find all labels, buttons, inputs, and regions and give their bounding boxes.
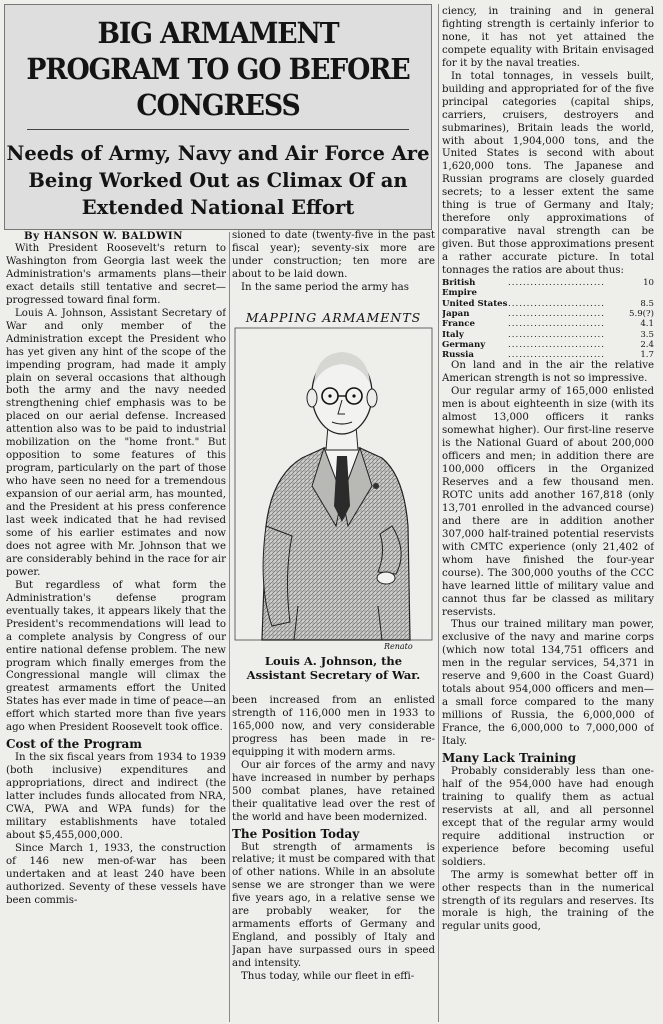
ratio-row: United States .......................... 8.5 (442, 298, 654, 309)
ratio-row: France .......................... 4.1 (442, 319, 654, 330)
subhead-position: The Position Today (232, 826, 360, 841)
artist-credit: Renato (384, 642, 413, 651)
paragraph: In the six fiscal years from 1934 to 1939 (both inclusive) expenditures and appropriations, direct and indirect (the latter includes funds allocated from NRA, CWA, PWA and WPA funds) for the military establishments have totaled about $5,455,000,000. (6, 752, 226, 841)
paragraph: With President Roosevelt's return to Washington from Georgia last week the Administration's armaments plans—their exact details still tentative and secret—progressed toward final form. (6, 243, 226, 306)
ratio-row: British Empire .......................... 10 (442, 278, 654, 299)
paragraph: But regardless of what form the Administration's defense program eventually takes, it appears likely that the President's recommendations will lead to a complete analysis by Congress of our entire national defense problem. The new program which finally emerges from the Congressional mangle will climax the greatest armaments effort the United States has ever made in time of peace—an effort which started more than five years ago when President Roosevelt took office. (6, 579, 226, 734)
column-rule (229, 232, 230, 1022)
illustration-caption: Louis A. Johnson, the Assistant Secretary of War. (246, 654, 421, 682)
ratio-row: Italy .......................... 3.5 (442, 329, 654, 340)
column-1 (6, 230, 226, 1022)
headline-box (4, 4, 432, 230)
paragraph: On land and in the air the relative American strength is not so impressive. (442, 360, 654, 385)
paragraph: been increased from an enlisted strength of 116,000 men in 1933 to 165,000 now, and very considerable progress has been made in re-equipping it with modern arms. (232, 695, 435, 758)
paragraph: sioned to date (twenty-five in the past fiscal year); seventy-six more are under construction; ten more are about to be laid down. (232, 230, 435, 280)
ratio-table (442, 278, 654, 360)
paragraph: ciency, in training and in general fighting strength is certainly inferior to none, it has not yet attained the compete equality with Britain envisaged for it by the naval treaties. (442, 6, 654, 69)
paragraph: Thus our trained military man power, exclusive of the navy and marine corps (which now total 134,751 officers and men in the regular services, 54,371 in reserve and 9,600 in the Coast Guard) totals about 954,000 officers and men—a small force compared to the many millions of Russia, the 6,000,000 of France, the 6,000,000 to 7,000,000 of Italy. (442, 619, 654, 748)
illustration-panel (232, 304, 435, 684)
paragraph: Probably considerably less than one-half of the 954,000 have had enough training to qualify them as actual reservists at all, and all personnel except that of the regular army would require additional instruction or experience before becoming useful soldiers. (442, 765, 654, 868)
ratio-row: Russia .......................... 1.7 (442, 350, 654, 361)
paragraph: Since March 1, 1933, the construction of 146 new men-of-war has been undertaken and at least 240 have been authorized. Seventy of these vessels have been commis- (6, 842, 226, 906)
paragraph: Our air forces of the army and navy have increased in number by perhaps 500 combat planes, have retained their qualitative lead over the rest of the world and have been modernized. (232, 759, 435, 823)
paragraph: In total tonnages, in vessels built, building and appropriated for of the five principal categories (capital ships, carriers, cruisers, destroyers and submarines), Britain leads the world, with about 1,904,000 tons, and the United States is second with about 1,620,000 tons. The Japanese and Russian programs are closely guarded secrets; to a lesser extent the same thing is true of Germany and Italy; therefore only approximations of comparative naval strength can be given. But those approximations present a rather accurate picture. In total tonnages the ratios are about thus: (442, 70, 654, 277)
column-rule (438, 4, 439, 1022)
paragraph: The army is somewhat better off in other respects than in the numerical strength of its regulars and reserves. Its morale is high, the training of the regular units good, (442, 869, 654, 933)
illustration-heading: MAPPING ARMAMENTS (245, 310, 422, 325)
article-headline: BIG ARMAMENT PROGRAM TO GO BEFORE CONGRESS (26, 16, 410, 122)
subhead-training: Many Lack Training (442, 750, 577, 765)
paragraph: But strength of armaments is relative; it must be compared with that of other nations. While in an absolute sense we are stronger than we were five years ago, in a relative sense we are probably weaker, for the armaments efforts of Germany and England, and possibly of Italy and Japan have surpassed ours in speed and intensity. (232, 841, 435, 970)
column-2-top (232, 230, 435, 302)
ratio-row: Japan .......................... 5.9(?) (442, 308, 654, 319)
subhead-cost: Cost of the Program (6, 737, 142, 752)
portrait-drawing (232, 326, 435, 656)
byline: By HANSON W. BALDWIN (24, 230, 183, 242)
paragraph: Our regular army of 165,000 enlisted men is about eighteenth in size (with its almost 13,000 officers it ranks somewhat higher). Our first-line reserve is the National Guard of about 200,000 officers and men; in addition there are 100,000 officers in the Organized Reserves and a few thousand men. ROTC units add another 167,818 (only 13,701 enrolled in the advanced course) and there are in addition another 307,000 half-trained potential reservists with CMTC experience (only 21,402 of whom have finished the four-year course). The 300,000 youths of the CCC have learned little of military value and cannot thus far be classed as military reservists. (442, 386, 654, 618)
paragraph: Thus today, while our fleet in effi- (241, 971, 415, 983)
paragraph: In the same period the army has (241, 281, 409, 293)
ratio-row: Germany .......................... 2.4 (442, 339, 654, 350)
article-deck: Needs of Army, Navy and Air Force Are Being Worked Out as Climax Of an Extended National Effort (6, 142, 430, 219)
column-3 (442, 6, 654, 1022)
paragraph: Louis A. Johnson, Assistant Secretary of War and only member of the Administration except the President who has yet given any hint of the scope of the impending program, had made it amply plain on several occasions that although both the army and the navy needed strengthening chief emphasis was to be placed on our aerial defense. Increased attention also was to be paid to industrial mobilization on the "home front." But opposition to some features of this program, particularly on the part of those who have seen no need for a tremendous expansion of our aerial arm, has mounted, and the President at his press conference last week indicated that he had revised some of his earlier estimates and now does not agree with Mr. Johnson that we are considerably behind in the race for air power. (6, 307, 226, 578)
headline-rule (27, 129, 409, 130)
column-2-bottom (232, 695, 435, 1022)
